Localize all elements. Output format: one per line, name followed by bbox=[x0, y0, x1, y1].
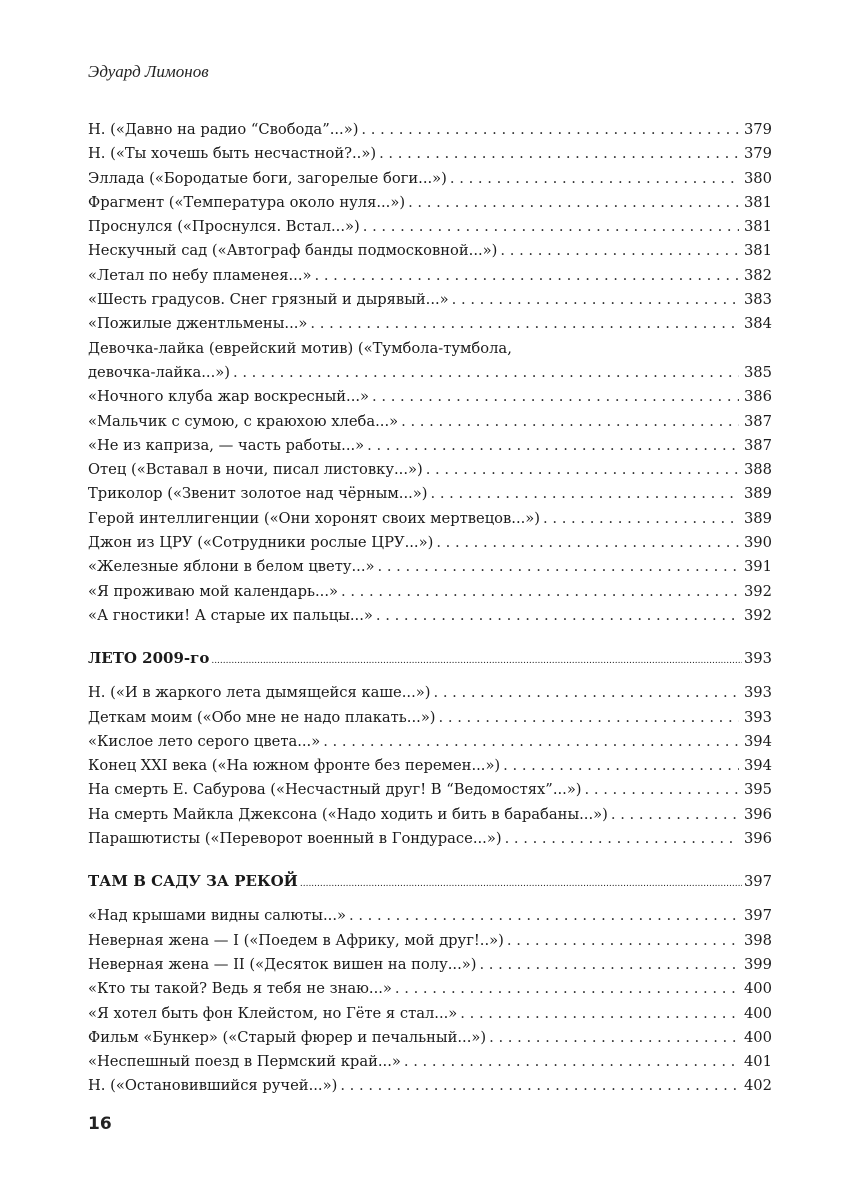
toc-entry-page: 379 bbox=[743, 145, 772, 163]
leader-dots bbox=[543, 507, 739, 531]
toc-entry bbox=[88, 803, 772, 827]
toc-entry-page: 400 bbox=[743, 980, 772, 998]
leader-dots bbox=[433, 681, 739, 705]
toc-entry-title: «Кислое лето серого цвета...» bbox=[88, 732, 321, 750]
toc-entry bbox=[88, 1074, 772, 1098]
toc-entry-title: Герой интеллигенции («Они хоронят своих мертвецов...») bbox=[88, 509, 541, 527]
leader-dots bbox=[404, 1050, 739, 1074]
toc-entry bbox=[88, 410, 772, 434]
toc-entry-title: Неверная жена — I («Поедем в Африку, мой друг!..») bbox=[88, 931, 504, 949]
toc-entry-page: 394 bbox=[743, 732, 772, 750]
section-title: ЛЕТО 2009-го bbox=[88, 649, 210, 668]
toc-entry-title: Джон из ЦРУ («Сотрудники рослые ЦРУ...») bbox=[88, 534, 434, 552]
toc-entry-page: 395 bbox=[743, 781, 772, 799]
toc-entry bbox=[88, 167, 772, 191]
toc-entry-title: девочка-лайка...») bbox=[88, 363, 230, 381]
toc-entry bbox=[88, 507, 772, 531]
toc-entry-title: Парашютисты («Переворот военный в Гондурасе...») bbox=[88, 830, 502, 848]
toc-entry bbox=[88, 929, 772, 953]
toc-entry-title: «Я хотел быть фон Клейстом, но Гёте я стал...» bbox=[88, 1004, 458, 1022]
toc-entry bbox=[88, 288, 772, 312]
toc-entry-page: 387 bbox=[743, 412, 772, 430]
toc-entry bbox=[88, 754, 772, 778]
toc-entry-title: Фильм «Бункер» («Старый фюрер и печальный...») bbox=[88, 1028, 487, 1046]
leader-dots bbox=[372, 385, 739, 409]
leader-dots bbox=[408, 191, 739, 215]
toc-entry bbox=[88, 555, 772, 579]
toc-entry bbox=[88, 681, 772, 705]
toc-entry-page: 390 bbox=[743, 534, 772, 552]
toc-entry-title: Н. («И в жаркого лета дымящейся каше...») bbox=[88, 684, 431, 702]
leader-dots bbox=[378, 555, 740, 579]
leader-dots bbox=[300, 872, 742, 896]
leader-dots bbox=[395, 977, 739, 1001]
toc-entry-page: 387 bbox=[743, 436, 772, 454]
section-page: 397 bbox=[743, 873, 772, 891]
toc-group-3 bbox=[88, 681, 772, 851]
toc-entry bbox=[88, 312, 772, 336]
toc-entry-page: 400 bbox=[743, 1028, 772, 1046]
toc-entry-page: 388 bbox=[743, 461, 772, 479]
toc-entry bbox=[88, 264, 772, 288]
toc-entry-page: 392 bbox=[743, 582, 772, 600]
toc-entry-page: 397 bbox=[743, 907, 772, 925]
toc-entry-multiline-second bbox=[88, 361, 772, 385]
leader-dots bbox=[376, 604, 739, 628]
leader-dots bbox=[367, 434, 739, 458]
toc-entry-title: «Над крышами видны салюты...» bbox=[88, 907, 346, 925]
toc-entry-title: «Пожилые джентльмены...» bbox=[88, 315, 308, 333]
toc-group-4 bbox=[88, 904, 772, 1098]
toc-entry bbox=[88, 730, 772, 754]
toc-entry-page: 396 bbox=[743, 830, 772, 848]
toc-entry bbox=[88, 239, 772, 263]
toc-entry-title: Н. («Давно на радио “Свобода”...») bbox=[88, 121, 359, 138]
toc-entry-title: «Кто ты такой? Ведь я тебя не знаю...» bbox=[88, 980, 392, 998]
toc-entry-title: «Ночного клуба жар воскресный...» bbox=[88, 388, 370, 406]
leader-dots bbox=[503, 754, 739, 778]
toc-entry-page: 396 bbox=[743, 805, 772, 823]
leader-dots bbox=[450, 167, 739, 191]
toc-entry-title: «Неспешный поезд в Пермский край...» bbox=[88, 1053, 401, 1071]
toc-entry bbox=[88, 827, 772, 851]
leader-dots bbox=[452, 288, 739, 312]
leader-dots bbox=[361, 118, 739, 142]
toc-entry-title: «Я проживаю мой календарь...» bbox=[88, 582, 338, 600]
toc-entry bbox=[88, 434, 772, 458]
toc-entry-title: На смерть Майкла Джексона («Надо ходить и бить в барабаны...») bbox=[88, 805, 608, 823]
toc-section-heading bbox=[88, 869, 772, 893]
leader-dots bbox=[349, 904, 739, 928]
page-number: 16 bbox=[88, 1114, 112, 1134]
toc-entry bbox=[88, 458, 772, 482]
toc-entry-page: 381 bbox=[743, 218, 772, 236]
leader-dots bbox=[340, 1074, 739, 1098]
toc-group-1 bbox=[88, 118, 772, 628]
toc-section-heading bbox=[88, 646, 772, 670]
toc-entry-page: 392 bbox=[743, 606, 772, 624]
toc-entry-page: 400 bbox=[743, 1004, 772, 1022]
toc-entry-page: 382 bbox=[743, 266, 772, 284]
toc-entry-title: Неверная жена — II («Десяток вишен на полу...») bbox=[88, 955, 477, 973]
toc-entry bbox=[88, 1002, 772, 1026]
leader-dots bbox=[585, 778, 739, 802]
toc-entry bbox=[88, 531, 772, 555]
toc-entry-page: 379 bbox=[743, 121, 772, 138]
toc-entry-page: 381 bbox=[743, 193, 772, 211]
toc-entry bbox=[88, 215, 772, 239]
toc-entry-title: На смерть Е. Сабурова («Несчастный друг! В “Ведомостях”...») bbox=[88, 781, 582, 799]
toc-entry-page: 393 bbox=[743, 684, 772, 702]
toc-entry-page: 380 bbox=[743, 169, 772, 187]
toc-entry bbox=[88, 706, 772, 730]
toc-entry bbox=[88, 142, 772, 166]
toc-entry-title: Конец XXI века («На южном фронте без перемен...») bbox=[88, 757, 501, 775]
leader-dots bbox=[379, 142, 739, 166]
toc-entry bbox=[88, 385, 772, 409]
toc-entry-title: «Мальчик с сумою, с краюхою хлеба...» bbox=[88, 412, 399, 430]
toc-entry-title: «Шесть градусов. Снег грязный и дырявый...» bbox=[88, 291, 449, 309]
toc-entry-title: «Летал по небу пламенея...» bbox=[88, 266, 312, 284]
toc-entry-multiline-first bbox=[88, 337, 772, 361]
toc-entry-title: Фрагмент («Температура около нуля...») bbox=[88, 193, 406, 211]
leader-dots bbox=[460, 1002, 739, 1026]
toc-entry bbox=[88, 904, 772, 928]
table-of-contents bbox=[88, 118, 772, 1099]
leader-dots bbox=[363, 215, 739, 239]
toc-entry-page: 393 bbox=[743, 708, 772, 726]
leader-dots bbox=[426, 458, 739, 482]
toc-entry bbox=[88, 118, 772, 142]
toc-entry-page: 391 bbox=[743, 558, 772, 576]
leader-dots bbox=[611, 803, 739, 827]
toc-entry-page: 386 bbox=[743, 388, 772, 406]
toc-entry-title: Проснулся («Проснулся. Встал...») bbox=[88, 218, 360, 236]
toc-entry-page: 389 bbox=[743, 485, 772, 503]
leader-dots bbox=[489, 1026, 739, 1050]
toc-entry bbox=[88, 1050, 772, 1074]
leader-dots bbox=[314, 264, 739, 288]
toc-entry bbox=[88, 580, 772, 604]
toc-entry-title: «А гностики! А старые их пальцы...» bbox=[88, 606, 373, 624]
leader-dots bbox=[431, 482, 740, 506]
leader-dots bbox=[401, 410, 739, 434]
toc-entry bbox=[88, 953, 772, 977]
toc-entry-title: «Не из каприза, — часть работы...» bbox=[88, 436, 365, 454]
leader-dots bbox=[439, 706, 739, 730]
leader-dots bbox=[507, 929, 739, 953]
toc-entry-title: Отец («Вставал в ночи, писал листовку...») bbox=[88, 461, 423, 479]
toc-entry bbox=[88, 191, 772, 215]
toc-entry-title: «Железные яблони в белом цвету...» bbox=[88, 558, 375, 576]
toc-entry-page: 399 bbox=[743, 955, 772, 973]
leader-dots bbox=[323, 730, 739, 754]
section-page: 393 bbox=[743, 650, 772, 668]
toc-entry-page: 401 bbox=[743, 1053, 772, 1071]
toc-entry-page: 383 bbox=[743, 291, 772, 309]
section-title: ТАМ В САДУ ЗА РЕКОЙ bbox=[88, 872, 298, 891]
toc-entry-title: Деткам моим («Обо мне не надо плакать...») bbox=[88, 708, 436, 726]
toc-entry-page: 384 bbox=[743, 315, 772, 333]
toc-entry-title: Триколор («Звенит золотое над чёрным...») bbox=[88, 485, 428, 503]
leader-dots bbox=[233, 361, 739, 385]
toc-entry-page: 402 bbox=[743, 1077, 772, 1095]
toc-entry-title: Н. («Ты хочешь быть несчастной?..») bbox=[88, 145, 377, 163]
leader-dots bbox=[479, 953, 739, 977]
leader-dots bbox=[211, 649, 742, 673]
toc-entry-page: 394 bbox=[743, 757, 772, 775]
toc-entry-title: Нескучный сад («Автограф банды подмосковной...») bbox=[88, 242, 498, 260]
leader-dots bbox=[341, 580, 739, 604]
toc-entry-title: Эллада («Бородатые боги, загорелые боги...») bbox=[88, 169, 447, 187]
running-header-author: Эдуард Лимонов bbox=[88, 62, 209, 81]
leader-dots bbox=[505, 827, 739, 851]
leader-dots bbox=[310, 312, 739, 336]
toc-entry bbox=[88, 778, 772, 802]
toc-entry bbox=[88, 482, 772, 506]
toc-entry-page: 389 bbox=[743, 509, 772, 527]
toc-entry-title: Девочка-лайка (еврейский мотив) («Тумбола-тумбола, bbox=[88, 339, 512, 357]
toc-entry bbox=[88, 1026, 772, 1050]
toc-entry bbox=[88, 604, 772, 628]
toc-entry-title: Н. («Остановившийся ручей...») bbox=[88, 1077, 338, 1095]
leader-dots bbox=[500, 239, 739, 263]
toc-entry-page: 398 bbox=[743, 931, 772, 949]
leader-dots bbox=[436, 531, 739, 555]
toc-entry bbox=[88, 977, 772, 1001]
toc-entry-page: 385 bbox=[743, 363, 772, 381]
toc-entry-page: 381 bbox=[743, 242, 772, 260]
